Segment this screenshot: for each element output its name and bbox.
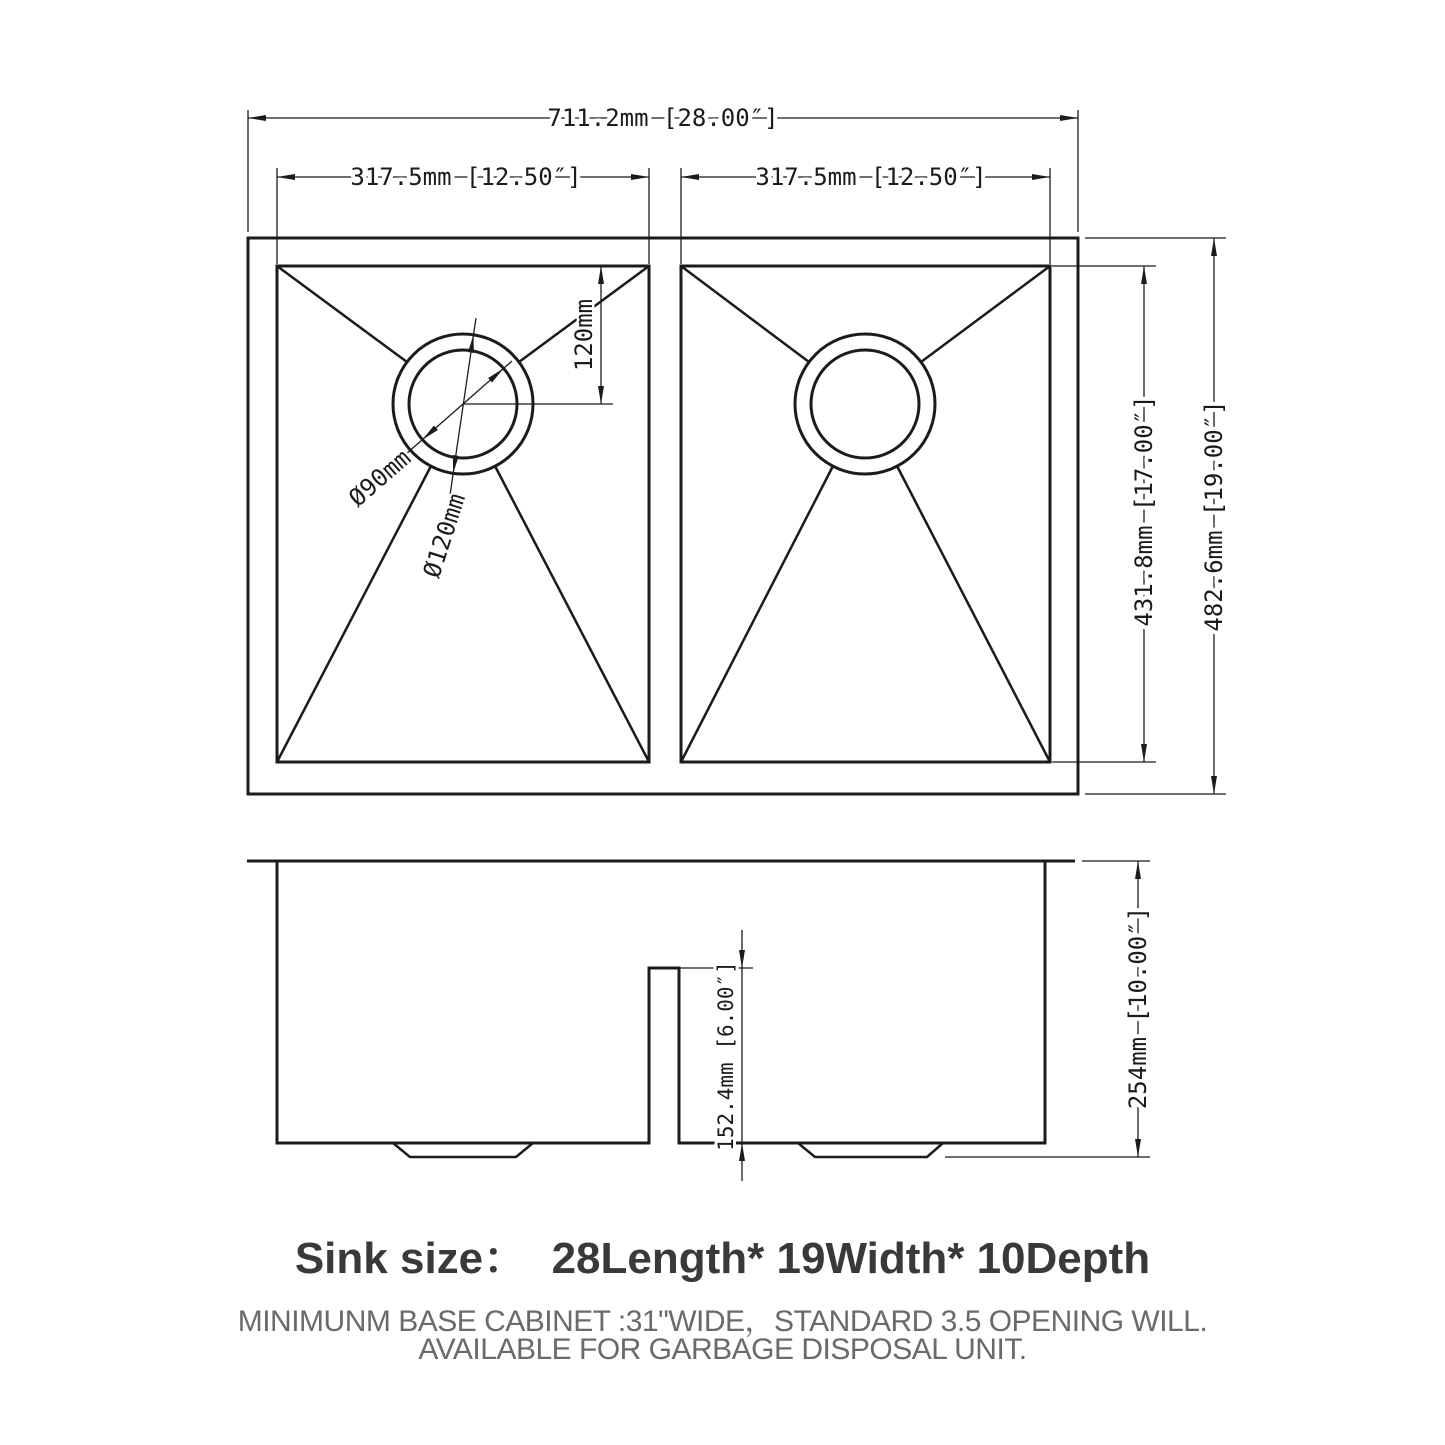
dim-left-bowl-width-label: 317.5mm [12.50″] <box>350 163 582 191</box>
right-bowl <box>681 266 1050 762</box>
right-drain-boss <box>798 1143 943 1157</box>
dim-overall-width-label: 711.2mm [28.00″] <box>547 104 779 132</box>
right-bowl-slope-lines <box>681 266 1050 762</box>
top-view <box>248 238 1078 794</box>
sink-size-title: Sink size： 28Length* 19Width* 10Depth <box>294 1234 1151 1283</box>
sink-outer-rim <box>248 238 1078 794</box>
dim-divider-height-label: 152.4mm [6.00″] <box>714 961 738 1151</box>
side-view-dimensions <box>679 861 1150 1181</box>
dim-drain-outer-dia-label: Ø120mm <box>417 489 472 582</box>
dim-overall-depth-label: 482.6mm [19.00″] <box>1200 400 1228 632</box>
dim-sink-height-label: 254mm [10.00″] <box>1124 906 1152 1110</box>
dim-drain-offset-label: 120mm <box>570 298 598 372</box>
right-drain <box>795 334 935 474</box>
sink-body-profile <box>277 861 1045 1143</box>
side-view <box>247 861 1075 1157</box>
dim-bowl-depth-label: 431.8mm [17.00″] <box>1130 395 1158 627</box>
dimension-labels <box>343 104 1228 1151</box>
cabinet-note-line1: MINIMUNM BASE CABINET :31"WIDE，STANDARD 3.5 OPENING WILL. <box>237 1305 1208 1338</box>
dim-right-bowl-width-label: 317.5mm [12.50″] <box>755 163 987 191</box>
dim-drain-inner-dia-label: Ø90mm <box>343 443 417 513</box>
cabinet-note-line2: AVAILABLE FOR GARBAGE DISPOSAL UNIT. <box>418 1333 1027 1366</box>
left-drain-boss <box>393 1143 533 1157</box>
